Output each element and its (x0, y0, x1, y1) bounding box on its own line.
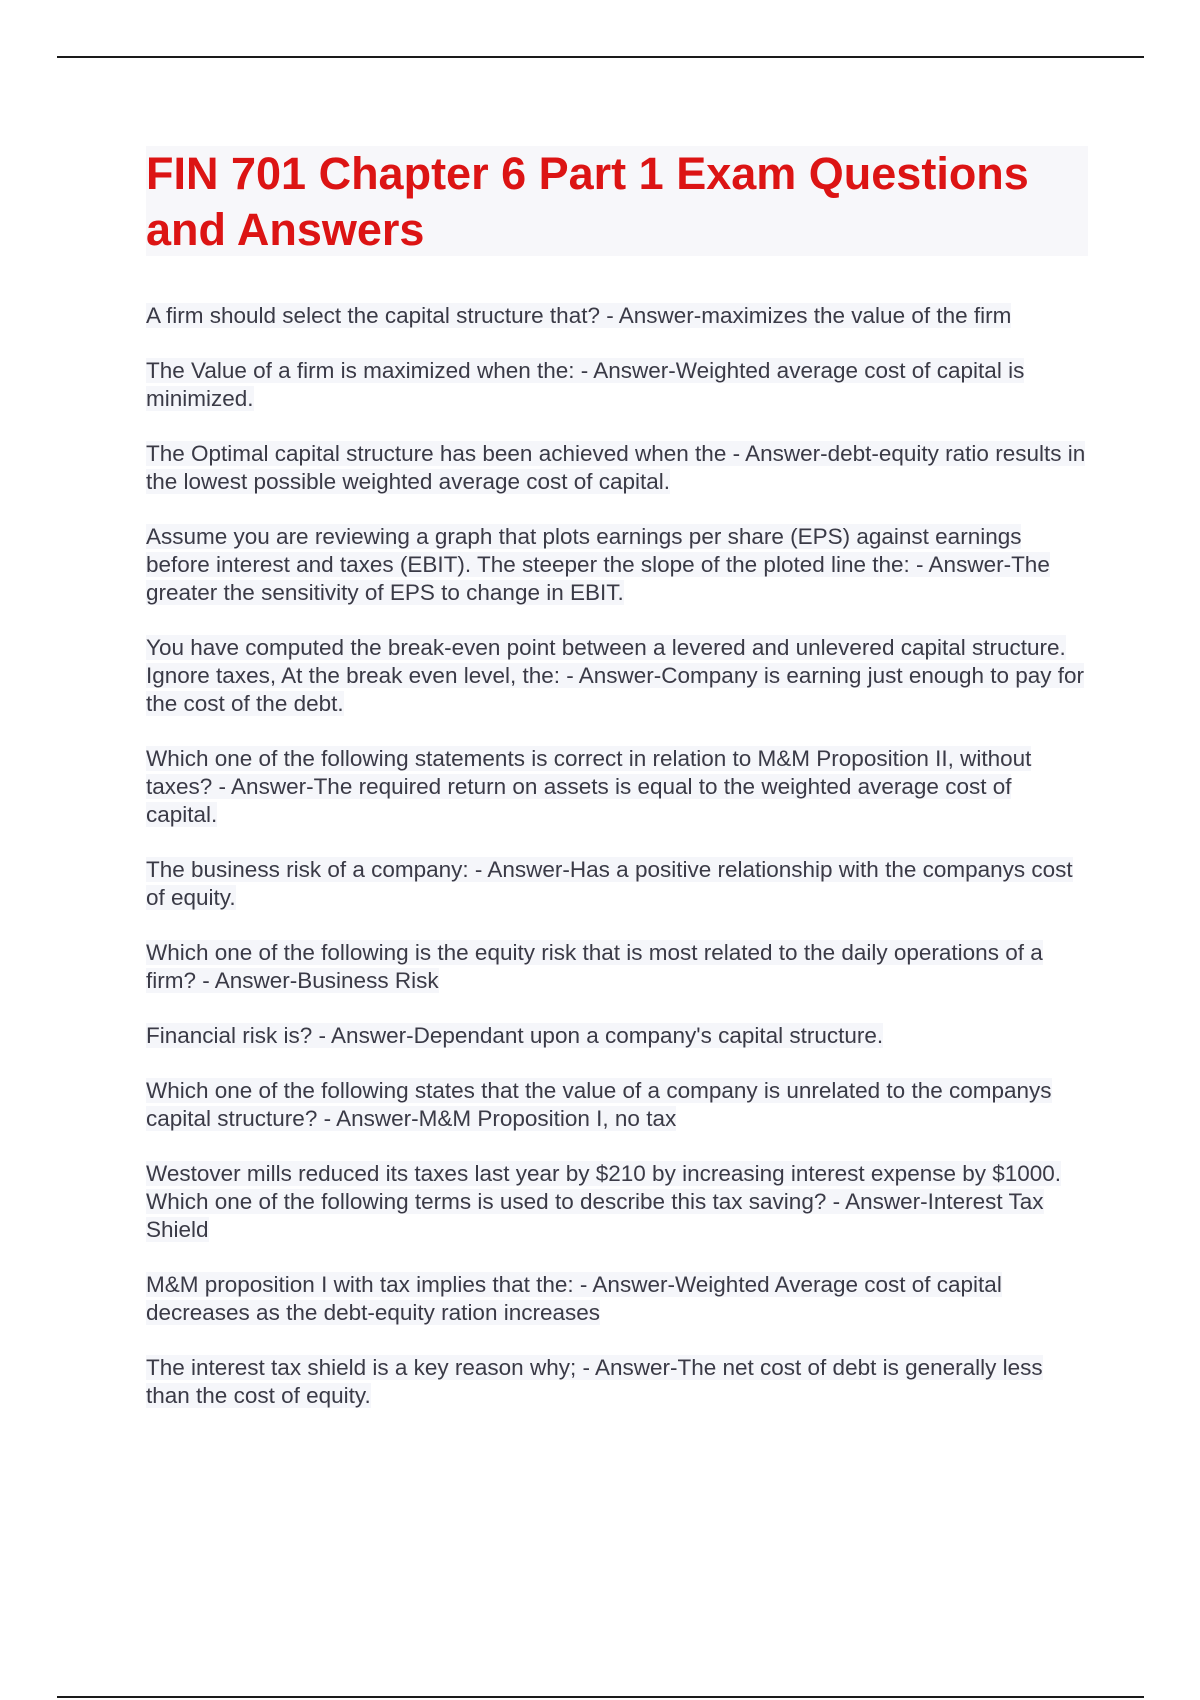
qa-text: Assume you are reviewing a graph that plots earnings per share (EPS) against earnings before interest and taxes (EBIT). The steeper the slope of the ploted line the: - Answer-The greater the sensitivity of EPS to change in EBIT. (146, 524, 1050, 605)
qa-item (146, 1354, 1088, 1410)
document-body (146, 146, 1088, 1437)
qa-list (146, 302, 1088, 1410)
qa-text: You have computed the break-even point between a levered and unlevered capital structure. Ignore taxes, At the break even level, the: - Answer-Company is earning just enough to pay for the cost of the debt. (146, 635, 1085, 716)
qa-item (146, 357, 1088, 413)
qa-text: A firm should select the capital structure that? - Answer-maximizes the value of the firm (146, 303, 1012, 328)
qa-text: M&M proposition I with tax implies that the: - Answer-Weighted Average cost of capital decreases as the debt-equity ration increases (146, 1272, 1002, 1325)
qa-item (146, 856, 1088, 912)
qa-text: The interest tax shield is a key reason why; - Answer-The net cost of debt is generally less than the cost of equity. (146, 1355, 1043, 1408)
qa-text: Which one of the following is the equity risk that is most related to the daily operations of a firm? - Answer-Business Risk (146, 940, 1043, 993)
qa-item (146, 1077, 1088, 1133)
qa-text: Which one of the following states that the value of a company is unrelated to the companys capital structure? - Answer-M&M Proposition I, no tax (146, 1078, 1052, 1131)
qa-item (146, 745, 1088, 829)
qa-text: Financial risk is? - Answer-Dependant upon a company's capital structure. (146, 1023, 884, 1048)
qa-item (146, 939, 1088, 995)
bottom-rule (57, 1696, 1144, 1698)
document-title: FIN 701 Chapter 6 Part 1 Exam Questions and Answers (146, 148, 1029, 255)
qa-item (146, 1271, 1088, 1327)
top-rule (57, 56, 1144, 58)
qa-item (146, 1160, 1088, 1244)
qa-item (146, 523, 1088, 607)
qa-item (146, 1022, 1088, 1050)
qa-item (146, 634, 1088, 718)
qa-text: The Optimal capital structure has been achieved when the - Answer-debt-equity ratio results in the lowest possible weighted average cost of capital. (146, 441, 1086, 494)
qa-text: The Value of a firm is maximized when the: - Answer-Weighted average cost of capital is minimized. (146, 358, 1025, 411)
qa-text: Westover mills reduced its taxes last year by $210 by increasing interest expense by $1000. Which one of the following terms is used to describe this tax saving? - Answer-Interest Tax Shield (146, 1161, 1062, 1242)
qa-item (146, 302, 1088, 330)
qa-text: The business risk of a company: - Answer-Has a positive relationship with the companys cost of equity. (146, 857, 1073, 910)
qa-text: Which one of the following statements is correct in relation to M&M Proposition II, without taxes? - Answer-The required return on assets is equal to the weighted average cost of capital. (146, 746, 1032, 827)
qa-item (146, 440, 1088, 496)
title-block (146, 146, 1088, 256)
